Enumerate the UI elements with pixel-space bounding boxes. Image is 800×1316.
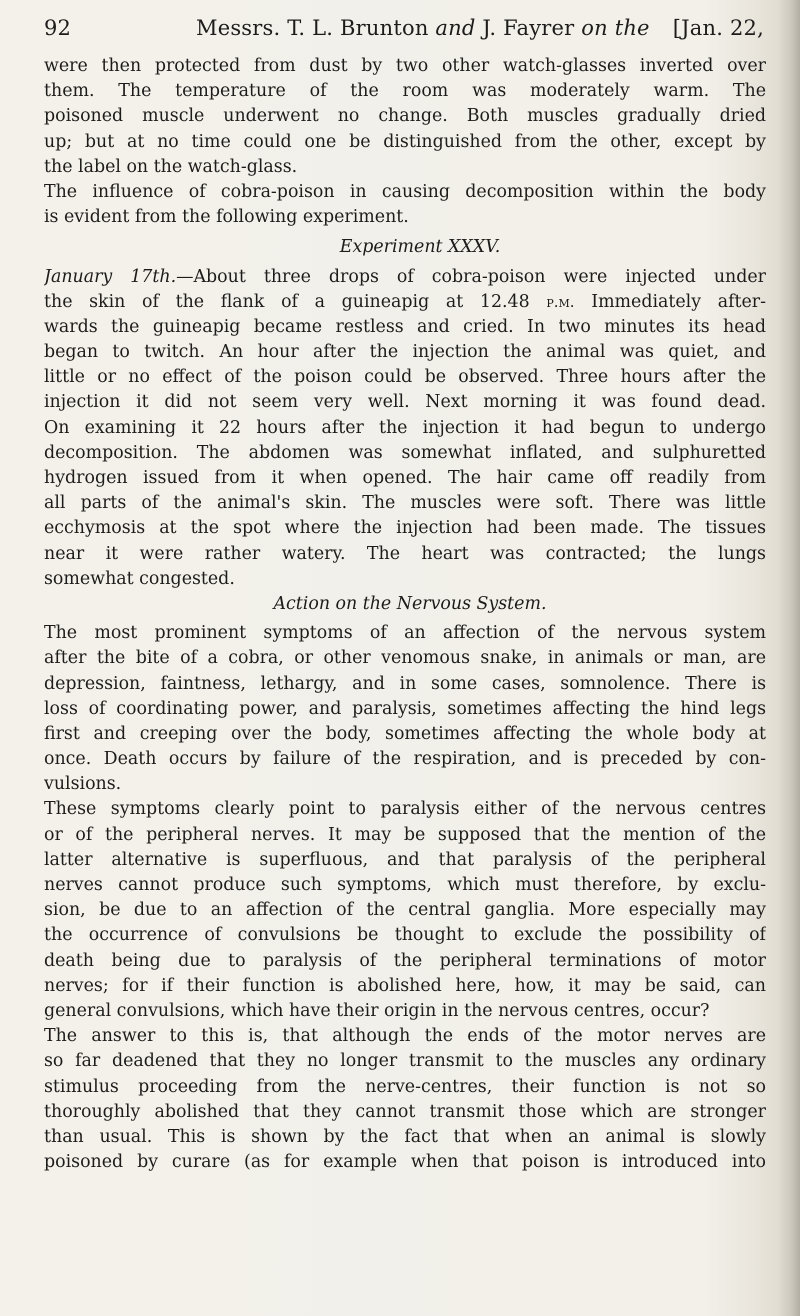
- text-line: little or no effect of the poison could be observed. Three hours after the: [44, 367, 766, 388]
- text-line: than usual. This is shown by the fact that when an animal is slowly: [44, 1126, 766, 1147]
- section-heading: Action on the Nervous System.: [273, 593, 547, 614]
- running-head: [196, 16, 650, 40]
- text-line: thoroughly abolished that they cannot transmit those which are stronger: [44, 1101, 766, 1122]
- text-line: stimulus proceeding from the nerve-centres, their function is not so: [44, 1076, 766, 1097]
- experiment-time-pm: p.m.: [546, 292, 575, 311]
- text-line: them. The temperature of the room was moderately warm. The: [44, 81, 766, 102]
- paragraph-paralysis: [44, 797, 766, 1024]
- text-line: vulsions.: [44, 774, 122, 795]
- experiment-line-two-b: Immediately after-: [574, 291, 766, 312]
- text-line: On examining it 22 hours after the injection it had begun to undergo: [44, 417, 766, 438]
- text-line: poisoned muscle underwent no change. Both muscles gradually dried: [44, 106, 766, 127]
- text-line: [44, 265, 766, 290]
- text-line: began to twitch. An hour after the injection the animal was quiet, and: [44, 342, 766, 363]
- paragraph-symptoms: [44, 621, 766, 797]
- text-line: near it were rather watery. The heart was contracted; the lungs: [44, 543, 766, 564]
- experiment-line-two-a: the skin of the flank of a guineapig at 12.48: [44, 291, 547, 312]
- text-line: up; but at no time could one be distinguished from the other, except by: [44, 131, 766, 152]
- text-line: latter alternative is superfluous, and that paralysis of the peripheral: [44, 849, 766, 870]
- text-line: poisoned by curare (as for example when that poison is introduced into: [44, 1152, 766, 1173]
- paragraph-watch-glass: [44, 54, 766, 180]
- experiment-first-line: —About three drops of cobra-poison were injected under: [176, 266, 766, 287]
- running-header: [44, 14, 764, 44]
- experiment-heading: Experiment XXXV.: [339, 237, 501, 258]
- text-line: depression, faintness, lethargy, and in some cases, somnolence. There is: [44, 673, 766, 694]
- text-line: once. Death occurs by failure of the respiration, and is preceded by con-: [44, 749, 766, 770]
- paragraph-answer: [44, 1024, 766, 1175]
- text-line: nerves; for if their function is abolished here, how, it may be said, can: [44, 975, 766, 996]
- text-line: so far deadened that they no longer transmit to the muscles any ordinary: [44, 1051, 766, 1072]
- text-line: The most prominent symptoms of an affection of the nervous system: [44, 623, 766, 644]
- page-edge-shadow: [778, 0, 800, 1316]
- text-line: death being due to paralysis of the peripheral terminations of motor: [44, 950, 766, 971]
- text-line: first and creeping over the body, sometimes affecting the whole body at: [44, 723, 766, 744]
- text-line: the label on the watch-glass.: [44, 156, 298, 177]
- text-line: The influence of cobra-poison in causing decomposition within the body: [44, 181, 766, 202]
- paragraph-decomposition-intro: [44, 180, 766, 230]
- running-head-authors: Messrs. T. L. Brunton: [196, 16, 436, 40]
- text-line: is evident from the following experiment.: [44, 207, 409, 228]
- text-line: [44, 290, 766, 315]
- text-line: ecchymosis at the spot where the injection had been made. The tissues: [44, 518, 766, 539]
- text-line: decomposition. The abdomen was somewhat inflated, and sulphuretted: [44, 442, 766, 463]
- text-line: general convulsions, which have their origin in the nervous centres, occur?: [44, 1000, 710, 1021]
- text-line: were then protected from dust by two other watch-glasses inverted over: [44, 56, 766, 76]
- text-line: These symptoms clearly point to paralysis either of the nervous centres: [44, 799, 766, 820]
- running-head-on-the: on the: [581, 16, 650, 40]
- paragraph-experiment: [44, 265, 766, 592]
- text-line: wards the guineapig became restless and cried. In two minutes its head: [44, 316, 766, 337]
- text-line: sion, be due to an affection of the central ganglia. More especially may: [44, 900, 766, 921]
- text-line: or of the peripheral nerves. It may be supposed that the mention of the: [44, 824, 766, 845]
- text-line: nerves cannot produce such symptoms, which must therefore, by exclu-: [44, 875, 766, 895]
- text-line: injection it did not seem very well. Next morning it was found dead.: [44, 392, 766, 413]
- body-text: [44, 54, 766, 1175]
- text-line: hydrogen issued from it when opened. The hair came off readily from: [44, 468, 766, 488]
- text-line: all parts of the animal's skin. The muscles were soft. There was little: [44, 493, 766, 514]
- text-line: after the bite of a cobra, or other venomous snake, in animals or man, are: [44, 648, 766, 669]
- text-line: somewhat congested.: [44, 568, 235, 589]
- running-head-date: [Jan. 22,: [672, 16, 764, 40]
- text-line: The answer to this is, that although the ends of the motor nerves are: [44, 1026, 766, 1047]
- running-head-and: and: [435, 16, 476, 40]
- text-line: the occurrence of convulsions be thought to exclude the possibility of: [44, 925, 766, 946]
- running-head-author-two: J. Fayrer: [475, 16, 582, 40]
- page-number: 92: [44, 16, 72, 40]
- experiment-date: January 17th.: [44, 266, 177, 287]
- text-line: loss of coordinating power, and paralysis, sometimes affecting the hind legs: [44, 698, 766, 719]
